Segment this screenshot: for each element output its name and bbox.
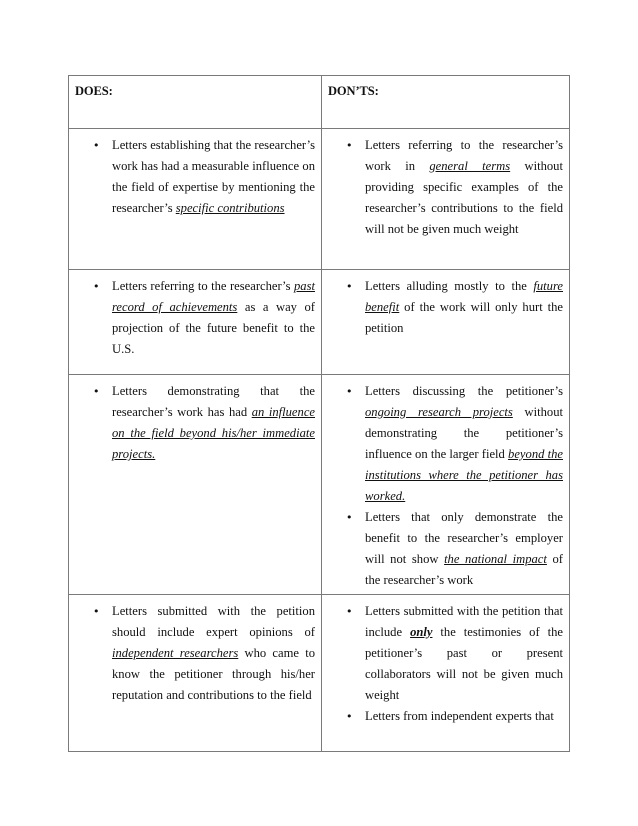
- emphasized-text: the national impact: [444, 552, 547, 566]
- does-cell: [69, 595, 322, 752]
- table-row: [69, 270, 570, 375]
- bullet-text: Letters that only demonstrate the benefit to the researcher’s employer will not show: [365, 510, 563, 566]
- table-header-row: [69, 76, 570, 129]
- emphasized-text: an influence on the field beyond his/her immediate projects.: [112, 405, 315, 461]
- bullet-text: Letters submitted with the petition should include expert opinions of: [112, 604, 315, 639]
- emphasized-text: specific contributions: [175, 201, 285, 215]
- bullet-item: [69, 601, 321, 706]
- bullet-text: Letters from independent experts that: [365, 709, 554, 723]
- bullet-item: [322, 276, 569, 339]
- bullet-text: Letters referring to the researcher’s work in: [365, 138, 563, 173]
- bullet-text: Letters submitted with the petition that include: [365, 604, 563, 639]
- bullet-text: Letters demonstrating that the researcher’s work has had: [112, 384, 315, 419]
- bullet-text: Letters discussing the petitioner’s: [365, 384, 563, 398]
- bullet-text: Letters establishing that the researcher’s work has had a measurable influence on the field of expertise by mentioning the researcher’s: [112, 138, 315, 215]
- dos-donts-table: [68, 75, 570, 752]
- bullet-text: of the researcher’s work: [365, 552, 563, 587]
- does-list: [69, 595, 321, 706]
- donts-header: DON’TS:: [322, 76, 570, 129]
- bullet-item: [322, 381, 569, 507]
- bullet-item: [322, 706, 569, 727]
- donts-cell: [322, 270, 570, 375]
- bullet-text: who came to know the petitioner through his/her reputation and contributions to the field: [112, 646, 315, 702]
- bullet-text: as a way of projection of the future benefit to the U.S.: [112, 300, 315, 356]
- does-list: [69, 129, 321, 219]
- bullet-item: [69, 276, 321, 360]
- table-row: [69, 129, 570, 270]
- bullet-text: Letters alluding mostly to the: [365, 279, 534, 293]
- donts-cell: [322, 129, 570, 270]
- bullet-text: without demonstrating the petitioner’s influence on the larger field: [365, 405, 563, 461]
- does-cell: [69, 129, 322, 270]
- does-list: [69, 270, 321, 360]
- emphasized-text: beyond the institutions where the petitioner has worked.: [365, 447, 563, 503]
- emphasized-text: only: [410, 625, 433, 639]
- bullet-text: without providing specific examples of the researcher’s contributions to the field will not be given much weight: [365, 159, 563, 236]
- donts-list: [322, 375, 569, 591]
- donts-list: [322, 595, 569, 727]
- donts-cell: [322, 375, 570, 595]
- bullet-item: [69, 381, 321, 465]
- donts-cell: [322, 595, 570, 752]
- bullet-item: [322, 507, 569, 591]
- does-cell: [69, 270, 322, 375]
- bullet-item: [322, 135, 569, 240]
- does-list: [69, 375, 321, 465]
- donts-list: [322, 129, 569, 240]
- bullet-text: of the work will only hurt the petition: [365, 300, 563, 335]
- bullet-item: [69, 135, 321, 219]
- does-header: DOES:: [69, 76, 322, 129]
- table-row: [69, 595, 570, 752]
- bullet-item: [322, 601, 569, 706]
- emphasized-text: ongoing research projects: [365, 405, 513, 419]
- emphasized-text: future benefit: [365, 279, 563, 314]
- bullet-text: the testimonies of the petitioner’s past or present collaborators will not be given much weight: [365, 625, 564, 702]
- emphasized-text: general terms: [429, 159, 511, 173]
- does-cell: [69, 375, 322, 595]
- table-row: [69, 375, 570, 595]
- bullet-text: Letters referring to the researcher’s: [112, 279, 294, 293]
- donts-list: [322, 270, 569, 339]
- emphasized-text: past record of achievements: [112, 279, 315, 314]
- emphasized-text: independent researchers: [112, 646, 239, 660]
